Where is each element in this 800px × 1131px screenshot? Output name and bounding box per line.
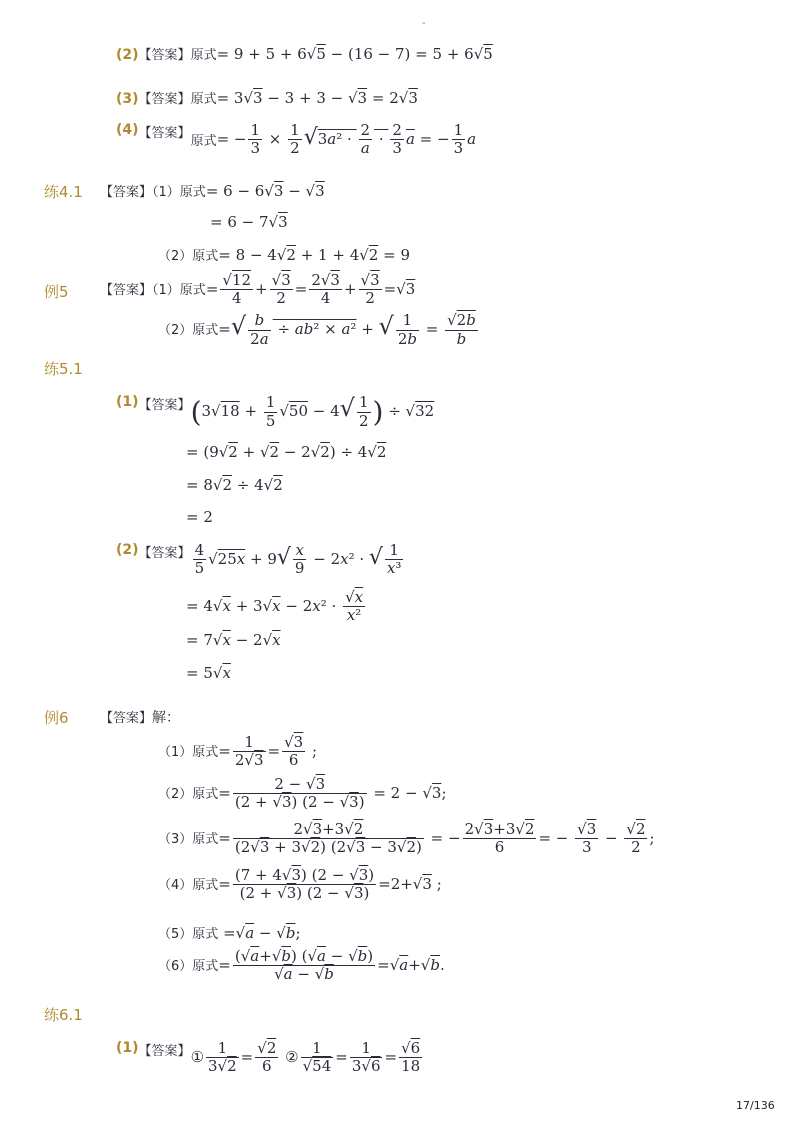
yuanshi-label: 原式 bbox=[192, 927, 219, 942]
item-label: （1） bbox=[152, 282, 180, 298]
item-label: (3) bbox=[116, 91, 139, 107]
formula: =√ $\frac{b}{2a}$ ÷ ab² × a² + √ $\frac{1}{2b}$ = $\frac{√2b}{b}$ bbox=[218, 311, 476, 348]
answer-tag: 【答案】 bbox=[100, 185, 153, 200]
formula: = $\frac{1}{2√3}$ = $\frac{√3}{6}$ ; bbox=[218, 733, 318, 770]
yuanshi-label: 原式 bbox=[190, 133, 217, 149]
formula: = 9 + 5 + 6√5 − (16 − 7) = 5 + 6√5 bbox=[216, 45, 493, 63]
answer-tag: 【答案】 bbox=[138, 546, 191, 561]
formula: = 6 − 6√3 − √3 bbox=[205, 182, 325, 200]
answer-tag: 【答案】 bbox=[100, 282, 153, 298]
item-label: （2） bbox=[158, 249, 193, 264]
formula: = $\frac{2 - √3}{(2 + √3) (2 - √3)}$ = 2 − √3; bbox=[218, 775, 447, 812]
answer-line-2 bbox=[116, 44, 493, 63]
formula: = 8 − 4√2 + 1 + 4√2 = 9 bbox=[218, 246, 410, 264]
answer-line-4 bbox=[116, 122, 476, 158]
lian51-step-3: = 2 bbox=[186, 508, 213, 526]
section-label-lian51: 练5.1 bbox=[44, 360, 83, 378]
item-label: （2） bbox=[158, 786, 193, 802]
item-label: （3） bbox=[158, 831, 193, 847]
item-label: (1) bbox=[116, 1040, 139, 1056]
yuanshi-label: 原式 bbox=[192, 877, 219, 893]
answer-tag: 【答案】 bbox=[100, 711, 153, 726]
page-number: 17/136 bbox=[736, 1099, 775, 1112]
lian51-item-1 bbox=[116, 394, 434, 430]
section-label-li6: 例6 bbox=[44, 709, 69, 727]
yuanshi-label: 原式 bbox=[190, 92, 217, 107]
li6-line-3 bbox=[158, 821, 655, 857]
lian41-line-1 bbox=[100, 181, 325, 200]
item-label: （1） bbox=[158, 744, 193, 760]
section-label-li5: 例5 bbox=[44, 283, 69, 301]
lian51-item-2 bbox=[116, 542, 405, 578]
answer-tag: 【答案】 bbox=[138, 48, 191, 63]
yuanshi-label: 原式 bbox=[190, 48, 217, 63]
circle-2: ② bbox=[285, 1047, 299, 1066]
formula: = $\frac{(√a+√b) (√a - √b)}{√a - √b}$ =√a+√b. bbox=[218, 947, 445, 984]
lian51-step-4: = 4√x + 3√x − 2x² · $\frac{√x}{\text{x²}}$ bbox=[186, 588, 364, 625]
formula: $\frac{4}{5}$ √25x + 9√ $\frac{x}{9}$ − 2x² · √ $\frac{1}{\text{x³}}$ bbox=[194, 541, 402, 578]
item-label: （5） bbox=[158, 927, 193, 942]
lian51-step-5: = 7√x − 2√x bbox=[186, 631, 281, 649]
answer-tag: 【答案】 bbox=[138, 1044, 191, 1059]
yuanshi-label: 原式 bbox=[192, 831, 219, 847]
li6-line-4 bbox=[158, 867, 442, 903]
formula: (3√18 + $\frac{1}{5}$ √50 − 4√ $\frac{1}{2}$ ) ÷ √32 bbox=[190, 393, 435, 430]
formula: = 3√3 − 3 + 3 − √3 = 2√3 bbox=[216, 89, 418, 107]
answer-line-3 bbox=[116, 88, 418, 107]
formula: = $\frac{(7 + 4√3) (2 - √3)}{(2 + √3) (2 - √3)}$ =2+√3 ; bbox=[218, 866, 442, 903]
formula: = $\frac{2√3+3√2}{(2√3 + 3√2) (2√3 - 3√2)}$ = − $\frac{2√3+3√2}{6}$ = − $\frac{√3}{3}$ − $\frac{√2}{2}$ ; bbox=[218, 820, 655, 857]
yuanshi-label: 原式 bbox=[192, 958, 219, 974]
li5-line-2 bbox=[158, 312, 480, 348]
item-label: （4） bbox=[158, 877, 193, 893]
item-label: (4) bbox=[116, 122, 139, 138]
formula: = − $\frac{1}{3}$ × $\frac{1}{2}$ √3a² · $\frac{2}{a}$ · $\frac{2}{3}$ a = − $\frac{1}{3}$ a bbox=[216, 121, 477, 158]
item-label: （2） bbox=[158, 323, 193, 338]
answer-tag: 【答案】 bbox=[138, 126, 191, 141]
yuanshi-label: 原式 bbox=[179, 282, 206, 298]
yuanshi-label: 原式 bbox=[179, 185, 206, 200]
section-label-lian61: 练6.1 bbox=[44, 1006, 83, 1024]
lian41-line-2 bbox=[158, 245, 410, 264]
yuanshi-label: 原式 bbox=[192, 249, 219, 264]
answer-tag: 【答案】 bbox=[138, 92, 191, 107]
li6-line-2 bbox=[158, 776, 447, 812]
li6-header bbox=[100, 707, 180, 727]
formula: = $\frac{√12}{4}$ + $\frac{√3}{2}$ = $\frac{2√3}{4}$ + $\frac{√3}{2}$ =√3 bbox=[205, 271, 416, 308]
lian51-step-1: = (9√2 + √2 − 2√2) ÷ 4√2 bbox=[186, 443, 387, 461]
item-label: (1) bbox=[116, 394, 139, 410]
li6-line-5 bbox=[158, 923, 301, 942]
answer-tag: 【答案】 bbox=[138, 398, 191, 413]
yuanshi-label: 原式 bbox=[192, 786, 219, 802]
lian61-item-1 bbox=[116, 1040, 424, 1076]
formula: =√a − √b; bbox=[218, 924, 301, 942]
lian51-step-6: = 5√x bbox=[186, 664, 231, 682]
yuanshi-label: 原式 bbox=[192, 744, 219, 760]
formula: ① $\frac{1}{3√2}$ = $\frac{√2}{6}$ ② $\frac{1}{√54}$ = $\frac{1}{3√6}$ = $\frac{√6}{18}$ bbox=[190, 1039, 421, 1076]
circle-1: ① bbox=[190, 1047, 205, 1066]
jie-label: 解： bbox=[152, 710, 181, 726]
li5-line-1 bbox=[100, 272, 415, 308]
yuanshi-label: 原式 bbox=[192, 323, 219, 338]
lian41-line-1b: = 6 − 7√3 bbox=[210, 213, 288, 231]
lian51-step-2: = 8√2 ÷ 4√2 bbox=[186, 476, 283, 494]
li6-line-1 bbox=[158, 734, 317, 770]
item-label: （6） bbox=[158, 958, 193, 974]
item-label: (2) bbox=[116, 47, 139, 63]
page-marker: - bbox=[422, 18, 426, 29]
item-label: （1） bbox=[152, 185, 180, 200]
li6-line-6 bbox=[158, 948, 445, 984]
item-label: (2) bbox=[116, 542, 139, 558]
section-label-lian41: 练4.1 bbox=[44, 183, 83, 201]
